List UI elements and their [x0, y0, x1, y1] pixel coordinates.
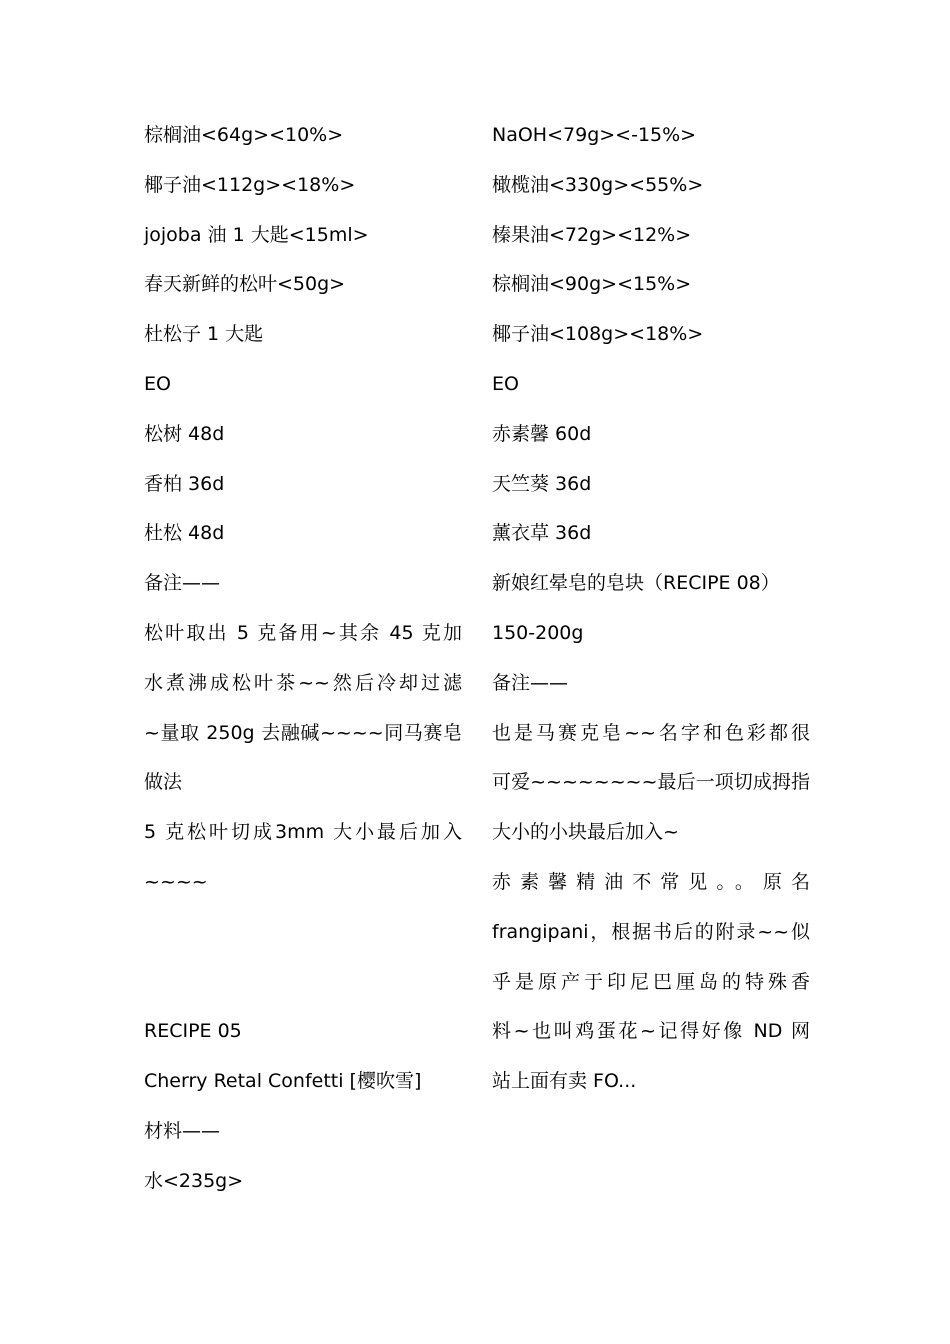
text-line: 天竺葵 36d: [492, 472, 592, 495]
text-line: 春天新鲜的松叶<50g>: [144, 273, 346, 296]
notes-heading: 备注——: [144, 572, 221, 595]
materials-heading: 材料——: [144, 1119, 221, 1142]
notes-heading: 备注——: [492, 671, 569, 694]
left-text-column: [144, 111, 462, 1207]
text-line: 水<235g>: [144, 1169, 244, 1192]
text-line: 乎是原产于印尼巴厘岛的特殊香: [492, 970, 810, 993]
text-line: 做法: [144, 771, 183, 794]
text-line: 薰衣草 36d: [492, 522, 592, 545]
text-line: 松树 48d: [144, 422, 225, 445]
text-line: 站上面有卖 FO...: [492, 1070, 637, 1093]
recipe-title: Cherry Retal Confetti [樱吹雪]: [144, 1070, 422, 1093]
text-line: 150-200g: [492, 621, 584, 644]
text-line: frangipani，根据书后的附录~~似: [492, 920, 810, 943]
text-line: 料~也叫鸡蛋花~记得好像 ND 网: [492, 1020, 810, 1043]
text-line: 杜松子 1 大匙: [144, 323, 264, 346]
text-line: jojoba 油 1 大匙<15ml>: [144, 223, 369, 246]
text-line: 棕榈油<64g><10%>: [144, 124, 344, 146]
section-heading-eo: EO: [492, 372, 519, 395]
text-line: 水煮沸成松叶茶~~然后冷却过滤: [144, 671, 462, 694]
text-line: ~~~~: [144, 870, 208, 893]
text-line: NaOH<79g><-15%>: [492, 124, 697, 146]
text-line: 松叶取出 5 克备用~其余 45 克加: [144, 621, 462, 644]
text-line: ~量取 250g 去融碱~~~~同马赛皂: [144, 721, 462, 744]
text-line: 椰子油<108g><18%>: [492, 323, 704, 346]
blank-line: [144, 958, 462, 1008]
text-line: 新娘红晕皂的皂块（RECIPE 08）: [492, 572, 780, 595]
text-line: 5 克松叶切成3mm 大小最后加入: [144, 821, 462, 844]
text-line: 也是马赛克皂~~名字和色彩都很: [492, 721, 810, 744]
text-line: 大小的小块最后加入~: [492, 821, 679, 844]
text-line: 赤素馨 60d: [492, 422, 592, 445]
recipe-number: RECIPE 05: [144, 1020, 242, 1043]
text-line: 榛果油<72g><12%>: [492, 223, 692, 246]
text-line: 橄榄油<330g><55%>: [492, 173, 704, 196]
text-line: 棕榈油<90g><15%>: [492, 273, 692, 296]
text-line: 可爱~~~~~~~~最后一项切成拇指: [492, 771, 810, 794]
text-line: 香柏 36d: [144, 472, 225, 495]
section-heading-eo: EO: [144, 372, 171, 395]
text-line: 椰子油<112g><18%>: [144, 173, 356, 196]
text-line: 杜松 48d: [144, 522, 225, 545]
blank-line: [144, 908, 462, 958]
right-text-column: [492, 111, 810, 1107]
text-line: 赤素馨精油不常见。。原名: [492, 870, 810, 893]
